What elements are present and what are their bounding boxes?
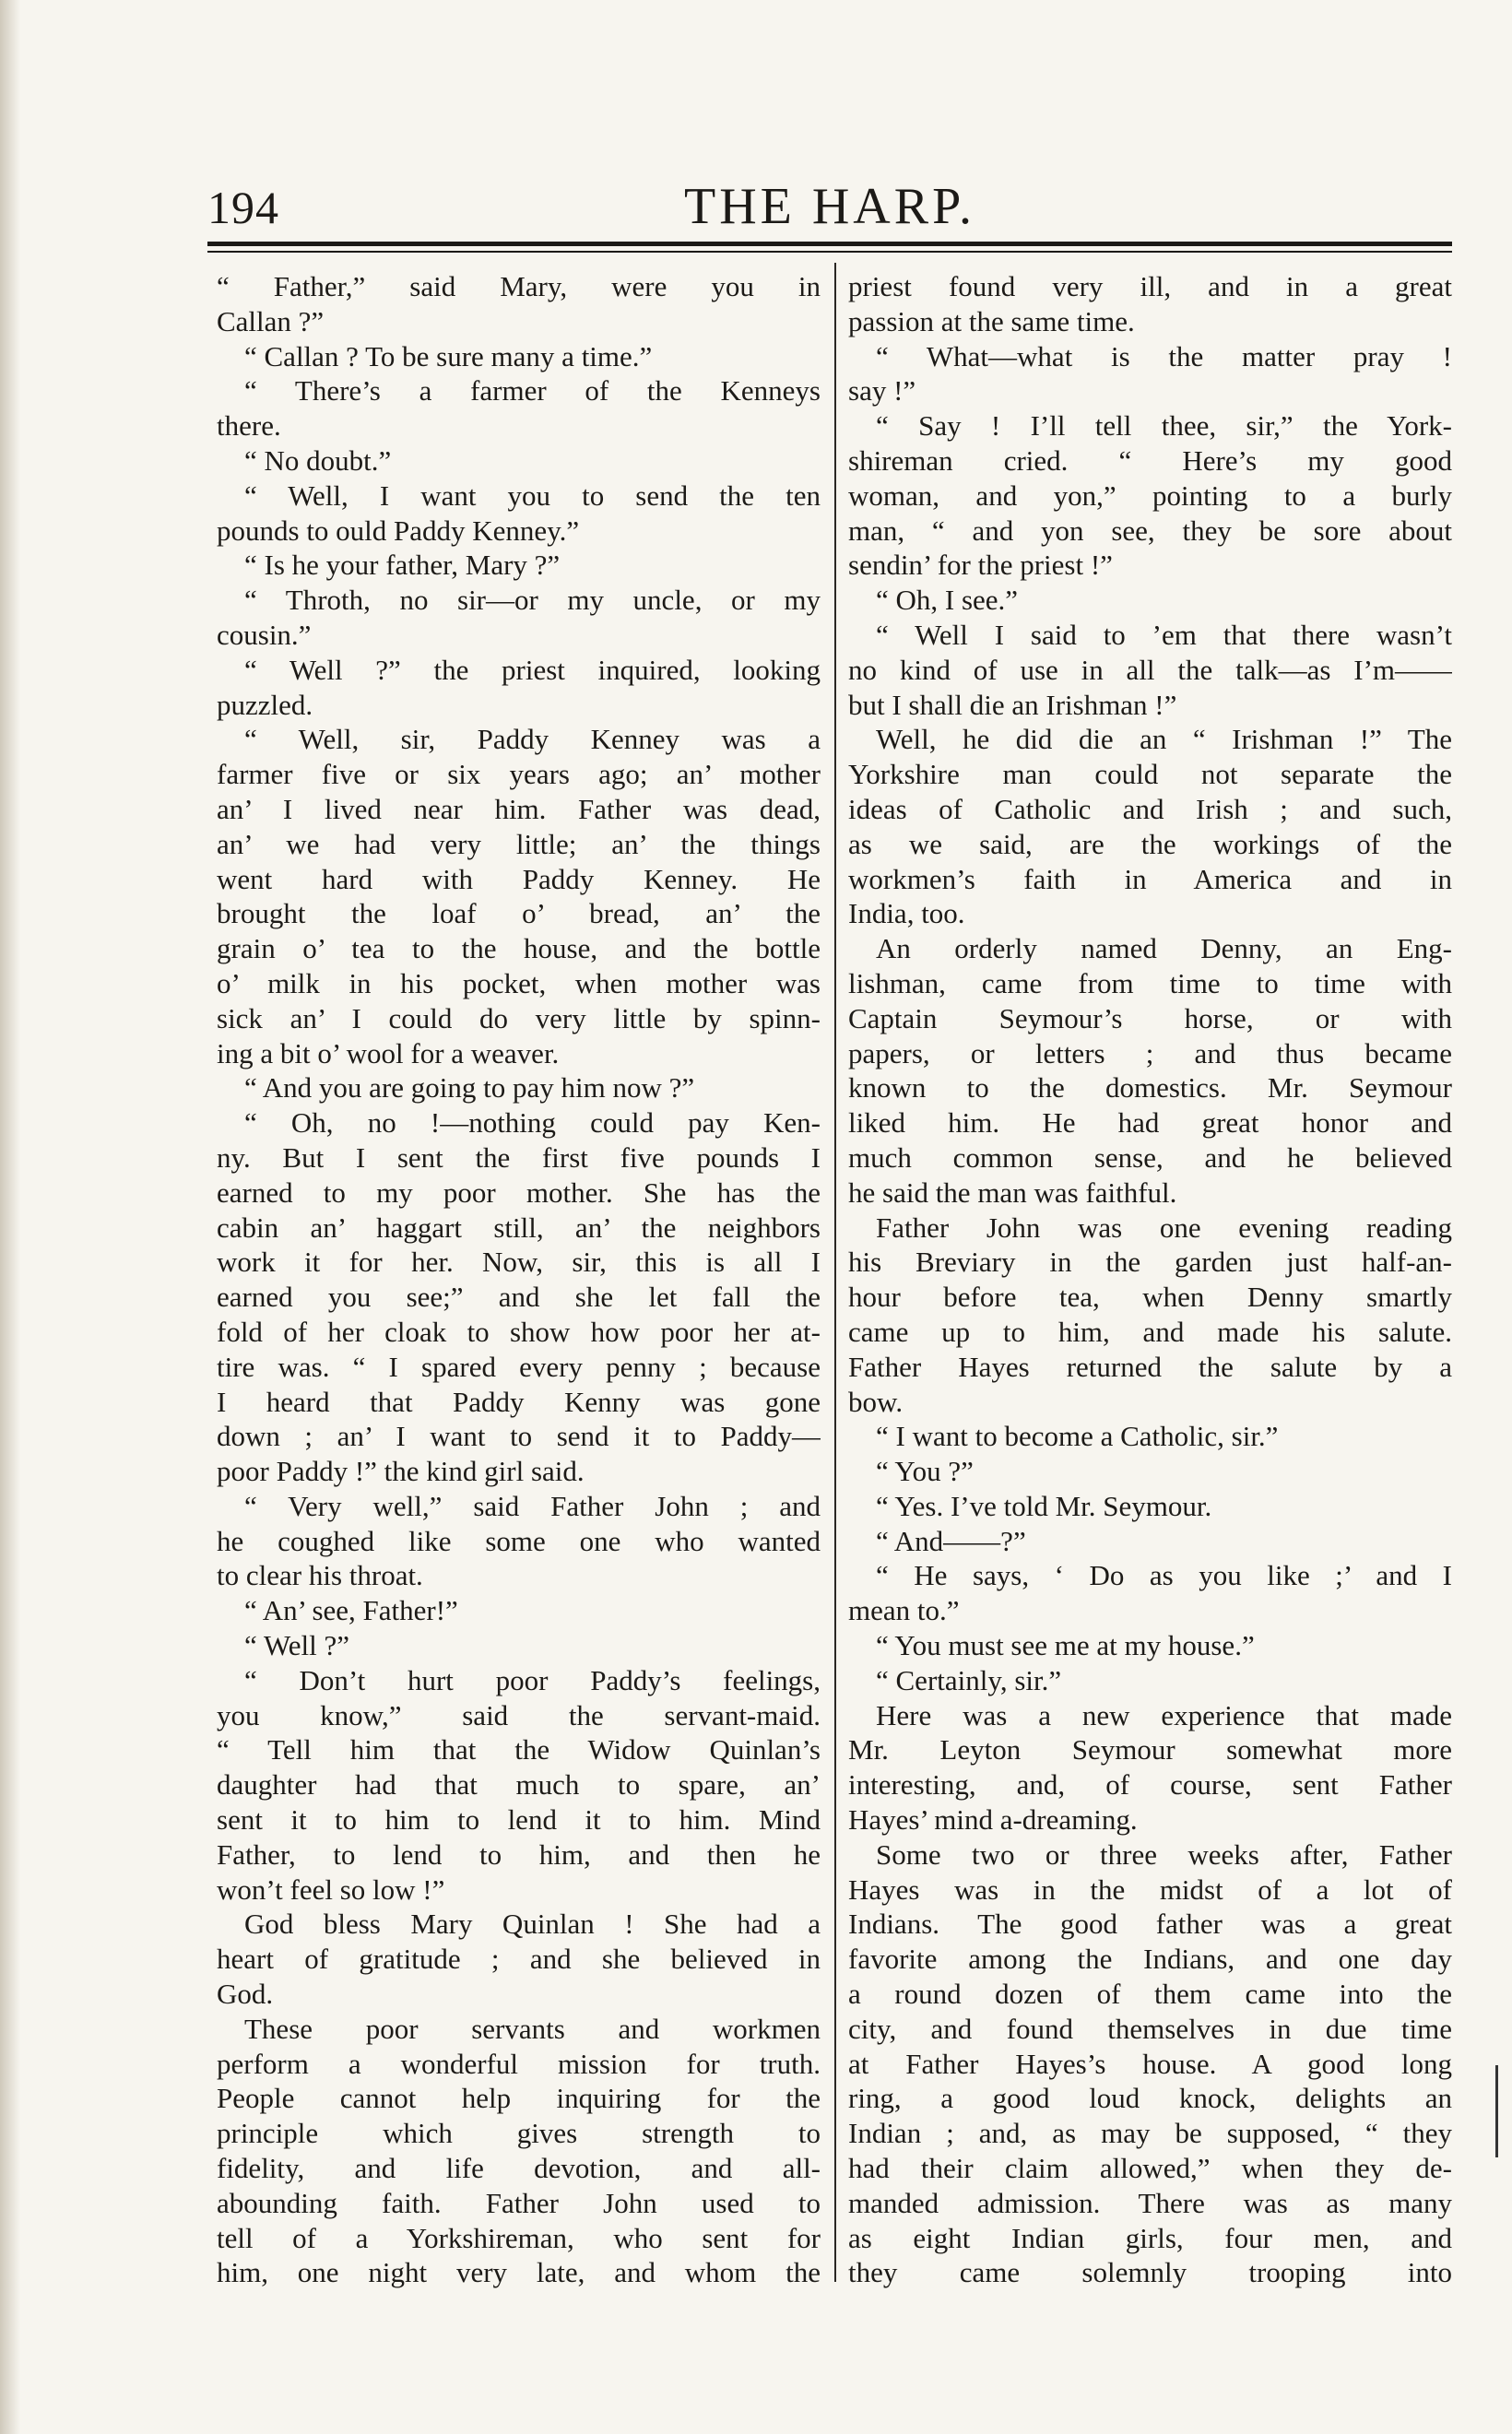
text-line: farmer five or six years ago; an’ mother [217,758,821,791]
text-line: to clear his throat. [217,1559,423,1592]
text-line: God bless Mary Quinlan ! She had a [244,1908,821,1941]
text-line: “ I want to become a Catholic, sir.” [876,1420,1279,1453]
text-line: “ Oh, no !—nothing could pay Ken- [244,1106,821,1140]
text-line: an’ I lived near him. Father was dead, [217,792,821,825]
text-line: Father John was one evening reading [876,1211,1452,1244]
text-line: went hard with Paddy Kenney. He [217,862,821,895]
text-line: as eight Indian girls, four men, and [848,2221,1452,2254]
text-line: man, “ and yon see, they be sore about [848,514,1452,547]
text-line: “ Certainly, sir.” [876,1663,1062,1696]
right-column [848,269,1452,2290]
text-line: but I shall die an Irishman !” [848,688,1177,721]
text-line: cousin.” [217,618,312,651]
text-line: fidelity, and life devotion, and all- [217,2152,821,2185]
text-line: grain o’ tea to the house, and the bottle [217,932,821,965]
text-line: they came solemnly trooping into [848,2256,1452,2289]
text-line: ideas of Catholic and Irish ; and such, [848,792,1452,825]
text-line: favorite among the Indians, and one day [848,1943,1452,1976]
text-line: an’ we had very little; an’ the things [217,827,821,860]
text-line: cabin an’ haggart still, an’ the neighbors [217,1211,821,1244]
text-line: “ And you are going to pay him now ?” [244,1071,695,1105]
text-line: “ An’ see, Father!” [244,1594,458,1627]
text-line: “ Well, I want you to send the ten [244,479,821,512]
text-line: known to the domestics. Mr. Seymour [848,1071,1452,1105]
text-line: interesting, and, of course, sent Father [848,1768,1452,1802]
text-line: as we said, are the workings of the [848,827,1452,860]
text-line: Indians. The good father was a great [848,1908,1452,1941]
text-line: These poor servants and workmen [244,2012,821,2045]
text-line: “ Say ! I’ll tell thee, sir,” the York- [876,409,1452,443]
text-line: Mr. Leyton Seymour somewhat more [848,1733,1452,1766]
header-rule-thick [207,242,1452,246]
text-line: say !” [848,374,916,408]
text-line: “ And——?” [876,1524,1026,1557]
text-line: sick an’ I could do very little by spinn- [217,1001,821,1034]
text-line: “ Well I said to ’em that there wasn’t [876,618,1452,651]
text-line: workmen’s faith in America and in [848,862,1452,895]
text-line: Callan ?” [217,304,325,337]
text-line: “ Throth, no sir—or my uncle, or my [244,584,821,617]
text-line: “ You ?” [876,1455,974,1488]
text-line: pounds to ould Paddy Kenney.” [217,514,580,547]
text-line: papers, or letters ; and thus became [848,1036,1452,1069]
text-line: a round dozen of them came into the [848,1978,1452,2011]
text-line: he said the man was faithful. [848,1176,1177,1209]
text-line: “ Very well,” said Father John ; and [244,1489,821,1522]
text-line: ring, a good loud knock, delights an [848,2082,1452,2115]
text-line: lishman, came from time to time with [848,966,1452,999]
text-line: “ What—what is the matter pray ! [876,339,1452,372]
text-line: tire was. “ I spared every penny ; because [217,1350,821,1383]
text-line: hour before tea, when Denny smartly [848,1281,1452,1314]
text-line: I heard that Paddy Kenny was gone [217,1385,821,1418]
text-line: won’t feel so low !” [217,1873,445,1906]
text-line: Yorkshire man could not separate the [848,758,1452,791]
text-line: poor Paddy !” the kind girl said. [217,1455,585,1488]
text-line: “ Oh, I see.” [876,584,1019,617]
text-line: bow. [848,1385,904,1418]
text-line: his Breviary in the garden just half-an- [848,1246,1452,1279]
text-line: passion at the same time. [848,304,1135,337]
text-line: Well, he did die an “ Irishman !” The [876,723,1452,756]
text-line: ing a bit o’ wool for a weaver. [217,1036,560,1069]
text-line: Father Hayes returned the salute by a [848,1350,1452,1383]
text-line: An orderly named Denny, an Eng- [876,932,1452,965]
text-line: perform a wonderful mission for truth. [217,2047,821,2080]
text-line: much common sense, and he believed [848,1140,1452,1174]
text-line: he coughed like some one who wanted [217,1524,821,1557]
text-line: had their claim allowed,” when they de- [848,2152,1452,2185]
text-line: shireman cried. “ Here’s my good [848,443,1452,477]
text-line: manded admission. There was as many [848,2186,1452,2219]
margin-mark [1495,2065,1498,2157]
text-line: him, one night very late, and whom the [217,2256,821,2289]
text-line: Indian ; and, as may be supposed, “ they [848,2117,1452,2150]
text-line: “ Yes. I’ve told Mr. Seymour. [876,1489,1212,1522]
text-line: “ Is he your father, Mary ?” [244,549,561,582]
column-divider [834,263,836,2282]
text-line: came up to him, and made his salute. [848,1315,1452,1348]
text-line: sent it to him to lend it to him. Mind [217,1803,821,1837]
text-line: daughter had that much to spare, an’ [217,1768,821,1802]
text-line: Hayes was in the midst of a lot of [848,1873,1452,1906]
text-line: God. [217,1978,274,2011]
text-line: Some two or three weeks after, Father [876,1837,1452,1871]
text-line: ny. But I sent the first five pounds I [217,1140,821,1174]
text-line: woman, and yon,” pointing to a burly [848,479,1452,512]
text-line: “ Well, sir, Paddy Kenney was a [244,723,821,756]
text-line: People cannot help inquiring for the [217,2082,821,2115]
text-line: city, and found themselves in due time [848,2012,1452,2045]
page-edge-shadow [0,0,20,2434]
text-line: fold of her cloak to show how poor her at- [217,1315,821,1348]
text-line: “ You must see me at my house.” [876,1629,1255,1662]
text-line: liked him. He had great honor and [848,1106,1452,1140]
text-line: no kind of use in all the talk—as I’m—— [848,653,1452,686]
text-line: “ Well ?” the priest inquired, looking [244,653,821,686]
text-line: there. [217,409,281,443]
text-line: work it for her. Now, sir, this is all I [217,1246,821,1279]
text-line: “ Callan ? To be sure many a time.” [244,339,653,372]
text-line: down ; an’ I want to send it to Paddy— [217,1420,821,1453]
page-header [207,177,1452,242]
text-line: principle which gives strength to [217,2117,821,2150]
text-line: India, too. [848,897,965,930]
text-line: earned you see;” and she let fall the [217,1281,821,1314]
text-line: “ Father,” said Mary, were you in [217,270,821,302]
left-column [217,269,821,2290]
page-number: 194 [207,182,279,233]
running-title: THE HARP. [683,178,976,235]
text-line: puzzled. [217,688,313,721]
text-line: o’ milk in his pocket, when mother was [217,966,821,999]
header-rule-thin [207,251,1452,253]
text-line: sendin’ for the priest !” [848,549,1113,582]
text-line: priest found very ill, and in a great [848,270,1452,302]
text-line: “ There’s a farmer of the Kenneys [244,374,821,408]
text-line: “ Tell him that the Widow Quinlan’s [217,1733,821,1766]
text-line: at Father Hayes’s house. A good long [848,2047,1452,2080]
text-line: Father, to lend to him, and then he [217,1837,821,1871]
text-line: brought the loaf o’ bread, an’ the [217,897,821,930]
text-line: “ No doubt.” [244,443,392,477]
text-line: heart of gratitude ; and she believed in [217,1943,821,1976]
text-line: “ He says, ‘ Do as you like ;’ and I [876,1559,1452,1592]
text-line: earned to my poor mother. She has the [217,1176,821,1209]
text-line: Here was a new experience that made [876,1698,1452,1731]
text-line: “ Well ?” [244,1629,349,1662]
text-line: mean to.” [848,1594,960,1627]
text-line: Hayes’ mind a-dreaming. [848,1803,1138,1837]
text-line: Captain Seymour’s horse, or with [848,1001,1452,1034]
text-line: tell of a Yorkshireman, who sent for [217,2221,821,2254]
text-line: abounding faith. Father John used to [217,2186,821,2219]
text-line: you know,” said the servant-maid. [217,1698,821,1731]
text-line: “ Don’t hurt poor Paddy’s feelings, [244,1663,821,1696]
